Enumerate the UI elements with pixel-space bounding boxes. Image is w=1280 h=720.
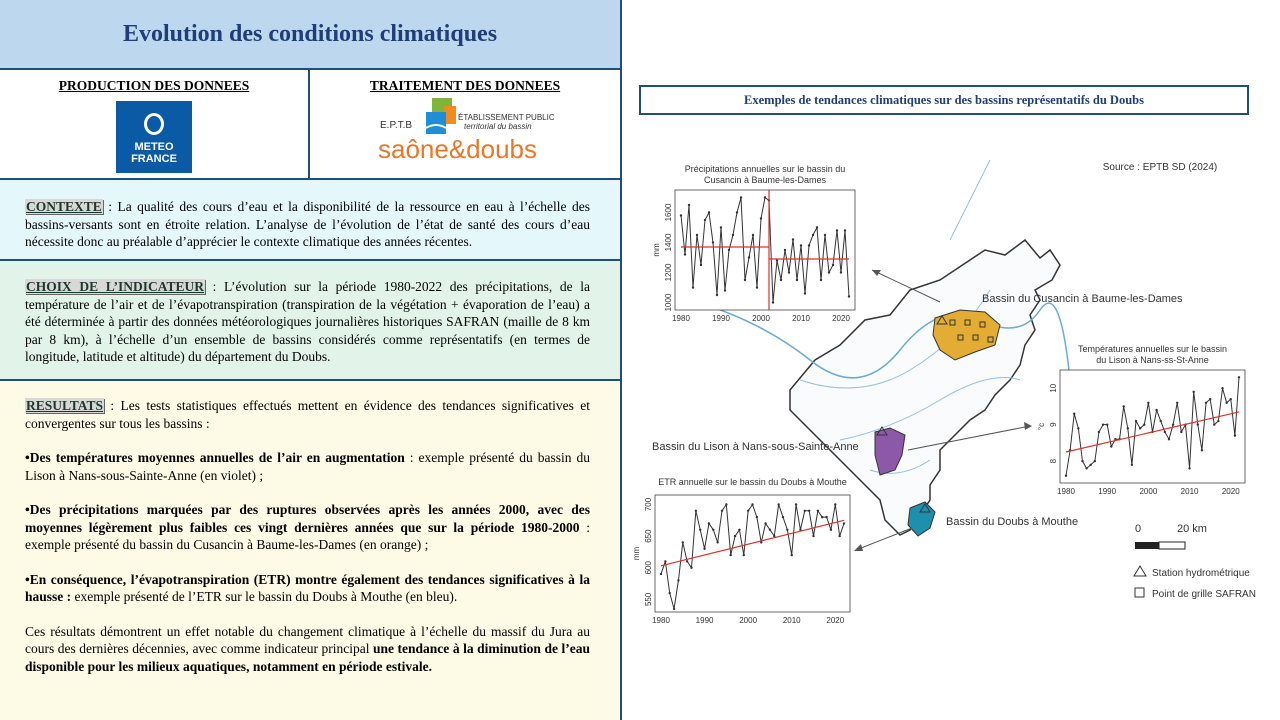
data-point <box>734 535 736 537</box>
chart-frame <box>655 495 850 612</box>
y-tick-label: 1600 <box>664 203 673 222</box>
data-point <box>1180 431 1182 433</box>
data-point <box>725 503 727 505</box>
y-tick-label: 1400 <box>664 233 673 252</box>
x-tick-label: 2020 <box>1221 487 1240 496</box>
data-point <box>730 554 732 556</box>
resultat-temperature <box>25 449 590 484</box>
arrow-doubs <box>856 528 912 550</box>
data-point <box>1160 420 1162 422</box>
data-point <box>708 522 710 524</box>
data-point <box>1147 402 1149 404</box>
data-point <box>744 279 746 281</box>
data-point <box>1102 423 1104 425</box>
production-section <box>0 70 310 180</box>
data-point <box>756 286 758 288</box>
title-banner <box>0 0 620 70</box>
x-tick-label: 2010 <box>792 314 810 323</box>
x-tick-label: 1980 <box>1057 487 1075 496</box>
resultat-etr-text: exemple présenté de l’ETR sur le bassin du Doubs à Mouthe (en bleu). <box>71 589 458 604</box>
scale-bar-dark <box>1135 542 1159 549</box>
data-point <box>738 529 740 531</box>
data-point <box>808 510 810 512</box>
data-point <box>764 196 766 198</box>
data-point <box>812 535 814 537</box>
data-point <box>808 244 810 246</box>
chart-title-line: ETR annuelle sur le bassin du Doubs à Mouthe <box>658 477 847 487</box>
meteo-logo-line1: METEO <box>134 141 174 153</box>
y-tick-label: 550 <box>644 592 653 607</box>
data-point <box>682 541 684 543</box>
resultat-etr <box>25 571 590 606</box>
data-point <box>1234 434 1236 436</box>
left-panel <box>0 0 622 720</box>
data-point <box>830 529 832 531</box>
resultats-intro <box>25 397 590 432</box>
data-point <box>796 279 798 281</box>
data-point <box>838 535 840 537</box>
data-point <box>772 301 774 303</box>
resultat-precipitation-bold: •Des précipitations marquées par des ruptures observées après les années 2000, avec des moyennes légèrement plus faibles ces vingt dernières années que sur la période 1980-2000 <box>25 502 590 535</box>
data-point <box>812 234 814 236</box>
data-point <box>1221 387 1223 389</box>
contexte-text: : La qualité des cours d’eau et la disponibilité de la ressource en eau à l’échelle des bassins-versants sont en étroite relation. L’analyse de l’évolution de l’état de santé des cours d’eau nécessite donc au préalable d’apprécier le contexte climatique des années récentes. <box>25 199 590 249</box>
eptb-logo-sub1: ÉTABLISSEMENT PUBLIC <box>458 113 555 122</box>
data-point <box>780 279 782 281</box>
data-point <box>1205 402 1207 404</box>
y-tick-label: 10 <box>1049 383 1058 393</box>
conclusion-bold: une tendance à la diminution de l’eau disponible pour les milieux aquatiques, notamment en période estivale. <box>25 641 590 674</box>
data-point <box>684 253 686 255</box>
data-point <box>688 204 690 206</box>
data-point <box>817 510 819 512</box>
y-axis-label: °c <box>1037 422 1046 431</box>
doubs-label: Bassin du Doubs à Mouthe <box>946 516 1079 528</box>
resultats-label: RESULTATS <box>26 398 104 413</box>
conclusion-text: Ces résultats démontrent un effet notable du changement climatique à l’échelle du massif du Jura au cours des dernières décennies, avec comme indicateur principal <box>25 623 590 656</box>
data-point <box>660 573 662 575</box>
scale-zero: 0 <box>1135 523 1142 535</box>
data-point <box>747 510 749 512</box>
eptb-logo-graphic <box>370 98 560 170</box>
x-tick-label: 2000 <box>739 616 758 625</box>
x-tick-label: 2000 <box>1139 487 1158 496</box>
data-point <box>724 289 726 291</box>
y-axis-label: mm <box>632 546 641 561</box>
data-point <box>1209 398 1211 400</box>
data-point <box>795 503 797 505</box>
x-tick-label: 2010 <box>782 616 801 625</box>
data-point <box>816 226 818 228</box>
data-point <box>834 503 836 505</box>
resultats-section <box>0 381 620 720</box>
data-point <box>1176 402 1178 404</box>
source-label: Source : EPTB SD (2024) <box>1102 162 1218 173</box>
meteo-france-logo <box>116 101 192 173</box>
data-point <box>1217 420 1219 422</box>
data-point <box>1085 467 1087 469</box>
data-point <box>669 592 671 594</box>
data-point <box>1143 423 1145 425</box>
data-point <box>700 264 702 266</box>
data-point <box>1155 409 1157 411</box>
data-point <box>748 256 750 258</box>
data-point <box>728 249 730 251</box>
data-point <box>1090 464 1092 466</box>
choix-section <box>0 261 620 381</box>
data-point <box>716 541 718 543</box>
legend-grid-label: Point de grille SAFRAN <box>1152 589 1256 600</box>
x-tick-label: 1980 <box>672 314 690 323</box>
data-point <box>800 244 802 246</box>
data-point <box>1081 460 1083 462</box>
eptb-logo-sub2: territorial du bassin <box>464 122 532 131</box>
data-point <box>752 234 754 236</box>
data-point <box>1110 445 1112 447</box>
data-point <box>1201 449 1203 451</box>
y-tick-label: 8 <box>1049 458 1058 464</box>
data-point <box>843 522 845 524</box>
x-tick-label: 1990 <box>695 616 714 625</box>
resultat-precipitation-text: : exemple présenté du bassin du Cusancin à Baume-les-Dames (en orange) ; <box>25 519 590 552</box>
lison-label: Bassin du Lison à Nans-sous-Sainte-Anne <box>652 441 859 453</box>
data-point <box>716 294 718 296</box>
data-point <box>784 249 786 251</box>
data-point <box>832 264 834 266</box>
data-point <box>1192 391 1194 393</box>
data-point <box>677 579 679 581</box>
resultat-temperature-text: : exemple présenté du bassin du Lison à Nans-sous-Sainte-Anne (en violet) ; <box>25 450 590 483</box>
traitement-heading: TRAITEMENT DES DONNEES <box>369 78 561 93</box>
data-point <box>1172 423 1174 425</box>
eptb-logo-acronym: E.P.T.B <box>380 120 413 131</box>
data-point <box>692 286 694 288</box>
data-point <box>721 510 723 512</box>
data-point <box>764 522 766 524</box>
data-point <box>686 560 688 562</box>
scale-bar-light <box>1159 542 1185 549</box>
meteo-logo-icon <box>144 113 164 135</box>
data-point <box>1094 460 1096 462</box>
data-point <box>1127 427 1129 429</box>
eptb-logo-name: saône&doubs <box>378 134 538 164</box>
y-axis-label: mm <box>652 243 661 257</box>
data-point <box>1073 413 1075 415</box>
conclusion <box>25 623 590 676</box>
data-point <box>712 241 714 243</box>
data-point <box>1164 431 1166 433</box>
data-point <box>695 510 697 512</box>
data-point <box>1238 376 1240 378</box>
data-point <box>1135 420 1137 422</box>
data-point <box>788 271 790 273</box>
meteo-logo-line2: FRANCE <box>131 153 177 165</box>
arrow-cusancin-head <box>872 270 881 276</box>
data-point <box>703 548 705 550</box>
data-point <box>791 554 793 556</box>
map-figure <box>632 140 1260 640</box>
figure-area <box>632 140 1260 640</box>
y-tick-label: 1200 <box>664 263 673 282</box>
contexte-section <box>0 180 620 261</box>
x-tick-label: 2020 <box>832 314 850 323</box>
legend-station-label: Station hydrométrique <box>1152 568 1250 579</box>
contexte-label: CONTEXTE <box>26 199 102 214</box>
choix-text: : L’évolution sur la période 1980-2022 des précipitations, de la température de l’air et de l’évapotranspiration (transpiration de la végétation + évaporation de l’eau) a été déterminée à partir des données météorologiques journalières historiques SAFRAN (maille de 8 km par 8 km), à l’échelle d’un ensemble de bassins considérés comme représentatifs (en termes de longitude, latitude et altitude) du département du Doubs. <box>25 279 590 364</box>
data-point <box>1213 423 1215 425</box>
data-point <box>1139 427 1141 429</box>
y-tick-label: 700 <box>644 497 653 512</box>
data-point <box>777 503 779 505</box>
page-title: Evolution des conditions climatiques <box>122 20 498 47</box>
data-point <box>736 211 738 213</box>
data-point <box>792 238 794 240</box>
y-tick-label: 9 <box>1049 422 1058 427</box>
choix-label: CHOIX DE L’INDICATEUR <box>26 279 205 294</box>
river-4 <box>950 160 990 240</box>
data-point <box>1077 427 1079 429</box>
data-point <box>769 529 771 531</box>
data-point <box>1168 438 1170 440</box>
data-point <box>825 516 827 518</box>
data-point <box>844 229 846 231</box>
data-point <box>1197 423 1199 425</box>
production-heading: PRODUCTION DES DONNEES <box>58 78 250 93</box>
chart-precipitation <box>652 164 855 323</box>
data-point <box>712 529 714 531</box>
chart-title-line: Cusancin à Baume-les-Dames <box>703 175 827 185</box>
legend-station-icon <box>1134 566 1146 576</box>
y-tick-label: 1000 <box>664 293 673 312</box>
data-point <box>820 279 822 281</box>
data-point <box>1122 405 1124 407</box>
data-point <box>786 529 788 531</box>
data-point <box>720 226 722 228</box>
basin-doubs-shape <box>908 502 935 536</box>
chart-etr <box>632 477 850 625</box>
y-tick-label: 600 <box>644 561 653 575</box>
data-point <box>1225 402 1227 404</box>
data-point <box>804 510 806 512</box>
arrow-doubs-head <box>854 544 863 551</box>
data-point <box>821 516 823 518</box>
arrow-lison-head <box>1024 422 1032 430</box>
scale-20km: 20 km <box>1177 523 1207 535</box>
chart-title-line: du Lison à Nans-ss-St-Anne <box>1096 355 1209 365</box>
x-tick-label: 2020 <box>826 616 845 625</box>
data-point <box>1131 464 1133 466</box>
figure-title: Exemples de tendances climatiques sur des bassins représentatifs du Doubs <box>639 85 1249 115</box>
data-point <box>836 229 838 231</box>
data-point <box>690 567 692 569</box>
resultats-intro-text: : Les tests statistiques effectués mettent en évidence des tendances significatives et convergentes sur tous les bassins : <box>25 398 590 431</box>
resultat-precipitation <box>25 501 590 554</box>
chart-frame <box>1060 370 1245 483</box>
data-point <box>824 234 826 236</box>
data-point <box>760 217 762 219</box>
eptb-logo <box>370 98 560 170</box>
x-tick-label: 1980 <box>652 616 670 625</box>
y-tick-label: 650 <box>644 529 653 543</box>
data-point <box>708 211 710 213</box>
data-point <box>756 516 758 518</box>
data-point <box>1098 431 1100 433</box>
data-point <box>664 560 666 562</box>
data-point <box>740 196 742 198</box>
traitement-section <box>310 70 620 180</box>
data-point <box>1106 423 1108 425</box>
x-tick-label: 1990 <box>712 314 730 323</box>
data-point <box>1065 475 1067 477</box>
cusancin-label: Bassin du Cusancin à Baume-les-Dames <box>982 293 1183 305</box>
data-point <box>704 219 706 221</box>
x-tick-label: 2000 <box>752 314 770 323</box>
data-point <box>696 234 698 236</box>
chart-title-line: Précipitations annuelles sur le bassin du <box>684 164 846 174</box>
data-point <box>848 295 850 297</box>
data-point <box>680 214 682 216</box>
data-point <box>840 271 842 273</box>
data-point <box>1188 467 1190 469</box>
data-point <box>1230 398 1232 400</box>
data-point <box>828 271 830 273</box>
data-point <box>776 259 778 261</box>
data-point <box>751 503 753 505</box>
data-point <box>804 292 806 294</box>
data-point <box>673 608 675 610</box>
x-tick-label: 2010 <box>1180 487 1199 496</box>
resultat-temperature-bold: •Des températures moyennes annuelles de l’air en augmentation <box>25 450 405 465</box>
data-point <box>732 234 734 236</box>
data-point <box>699 529 701 531</box>
chart-title-line: Températures annuelles sur le bassin <box>1077 344 1228 354</box>
data-point <box>782 516 784 518</box>
resultat-etr-bold: •En conséquence, l’évapotranspiration (ETR) montre également des tendances significatives à la hausse : <box>25 571 590 604</box>
legend-grid-icon <box>1135 588 1144 597</box>
x-tick-label: 1990 <box>1098 487 1117 496</box>
data-point <box>743 554 745 556</box>
